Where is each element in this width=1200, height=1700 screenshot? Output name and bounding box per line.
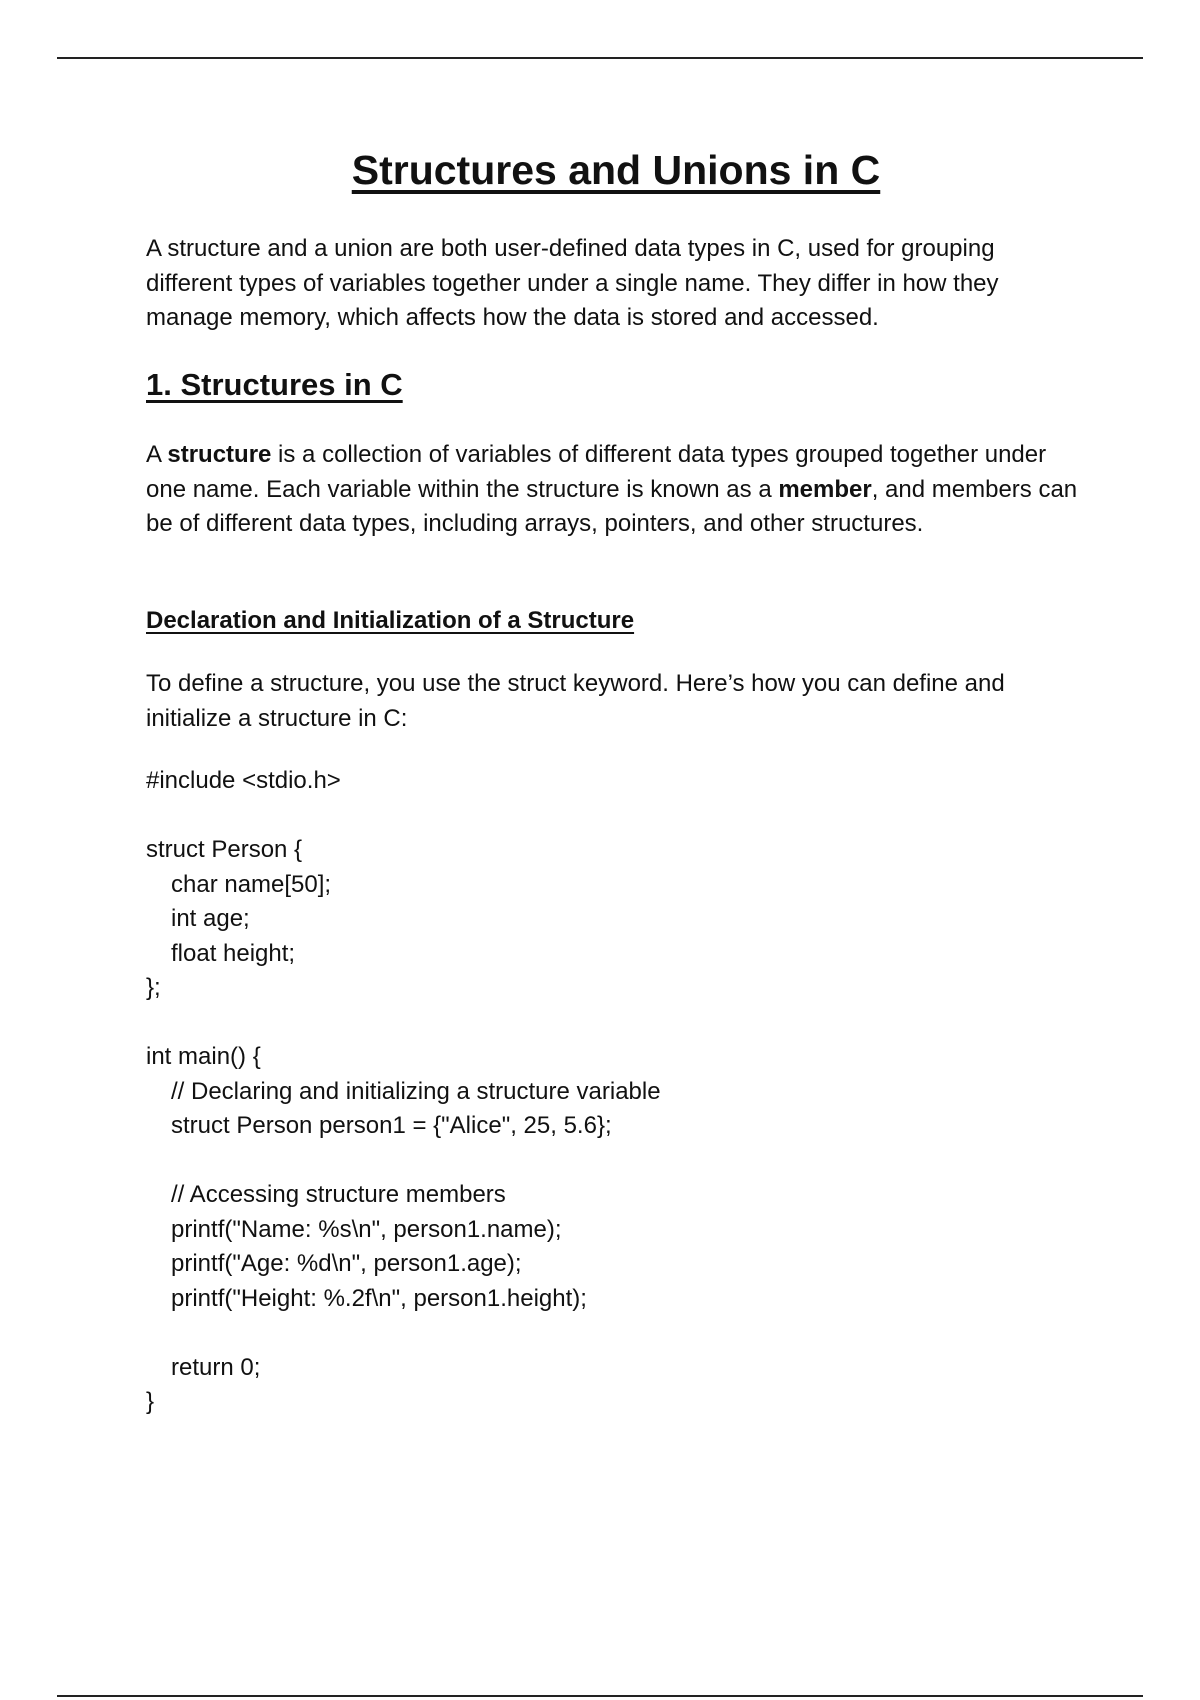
code-line: // Accessing structure members xyxy=(171,1181,506,1208)
code-line: struct Person person1 = {"Alice", 25, 5.6}; xyxy=(171,1112,612,1139)
define-paragraph: To define a structure, you use the struct keyword. Here’s how you can define and initialize a structure in C: xyxy=(146,670,1005,732)
code-line: float height; xyxy=(171,939,296,967)
code-line: int age; xyxy=(171,905,250,932)
code-line: printf("Height: %.2f\n", person1.height); xyxy=(171,1284,587,1312)
intro-paragraph: A structure and a union are both user-defined data types in C, used for grouping different types of variables together under a single name. They differ in how they manage memory, which affects how the data is stored and accessed. xyxy=(146,235,999,331)
document-title: Structures and Unions in C xyxy=(351,147,881,193)
text-run: is a collection of variables of different data types grouped together under one name. Each variable within the structure is known as a xyxy=(146,441,1047,503)
section-heading-structures: 1. Structures in C xyxy=(146,367,403,402)
bold-term-structure: structure xyxy=(167,441,272,468)
code-line: #include <stdio.h> xyxy=(146,767,341,794)
code-line: return 0; xyxy=(171,1353,261,1381)
code-line: char name[50]; xyxy=(171,870,332,898)
code-line: printf("Age: %d\n", person1.age); xyxy=(171,1250,522,1277)
subheading-declaration: Declaration and Initialization of a Structure xyxy=(146,607,635,634)
code-line: printf("Name: %s\n", person1.name); xyxy=(171,1215,562,1243)
text-run: , and members can be of different data types, including arrays, pointers, and other structures. xyxy=(146,475,1078,537)
code-line: struct Person { xyxy=(146,836,303,863)
code-line: // Declaring and initializing a structure variable xyxy=(171,1077,661,1105)
code-line xyxy=(146,1144,1086,1179)
code-example xyxy=(146,764,1086,1420)
bold-term-member: member xyxy=(778,475,872,503)
code-line: } xyxy=(146,1388,155,1415)
code-line: }; xyxy=(146,974,161,1001)
code-line xyxy=(146,1006,1086,1041)
header-rule xyxy=(57,57,1143,59)
footer-rule xyxy=(57,1695,1143,1697)
structure-definition-paragraph xyxy=(146,438,1086,542)
text-run: A xyxy=(146,441,168,468)
code-line xyxy=(146,1316,1086,1351)
code-line xyxy=(146,799,1086,834)
code-line: int main() { xyxy=(146,1043,261,1070)
